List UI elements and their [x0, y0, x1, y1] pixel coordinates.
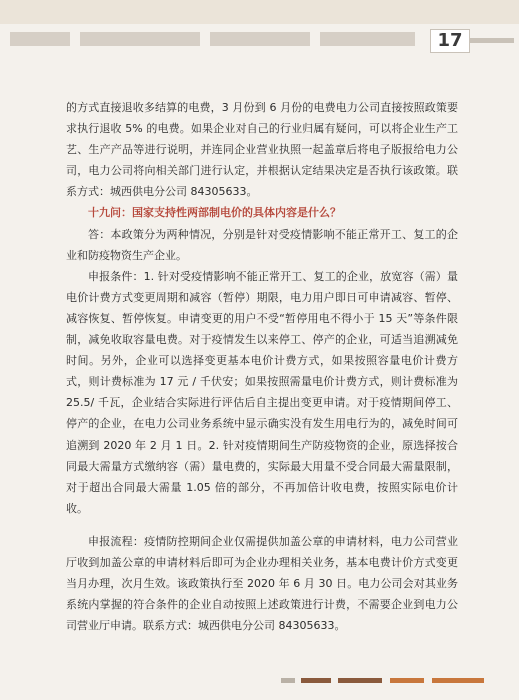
- application-conditions: 申报条件：1. 针对受疫情影响不能正常开工、复工的企业，放宽容（需）量电价计费方式变更周期和减容（暂停）期限，电力用户即日可申请减容、暂停、减容恢复、暂停恢复。申请变更的用户不受“暂停用电不得小于 15 天”等条件限制，减免收取容量电费。对于疫情发生以来停工、停产的企业，可适当追溯减免时间。另外，企业可以选择变更基本电价计费方式，如果按照容量电价计费方式，则计费标准为 17 元 / 千伏安；如果按照需量电价计费方式，则计费标准为 25.5/ 千瓦，企业结合实际进行评估后自主提出变更申请。对于疫情期间停工、停产的企业，在电力公司业务系统中显示确实没有发生用电行为的，减免时间可追溯到 2020 年 2 月 1 日。2. 针对疫情期间生产防疫物资的企业，原选择按合同最大需量方式缴纳容（需）量电费的，实际最大用量不受合同最大需量限制，对于超出合同最大需量 1.05 倍的部分，不再加倍计收电费，按照实际电价计收。: [66, 269, 458, 515]
- question-heading: 十九问：国家支持性两部制电价的具体内容是什么？: [88, 206, 341, 220]
- header-decoration: [10, 32, 420, 46]
- page-body: [66, 97, 458, 636]
- header-accent-bar: [470, 38, 514, 43]
- page-number: 17: [430, 29, 470, 53]
- header-band: [0, 0, 519, 24]
- footer-decoration: [0, 678, 519, 684]
- answer-paragraph: 答：本政策分为两种情况，分别是针对受疫情影响不能正常开工、复工的企业和防疫物资生产企业。: [66, 227, 458, 262]
- paragraph-continuation: 的方式直接退收多结算的电费，3 月份到 6 月份的电费电力公司直接按照政策要求执行退收 5% 的电费。如果企业对自己的行业归属有疑问，可以将企业生产工艺、生产产品等进行说明，并连同企业营业执照一起盖章后将电子版报给电力公司，电力公司将向相关部门进行认定，并根据认定结果决定是否执行该政策。联系方式：城西供电分公司 84305633。: [66, 101, 458, 199]
- application-process: 申报流程：疫情防控期间企业仅需提供加盖公章的申请材料，电力公司营业厅收到加盖公章的申请材料后即可为企业办理相关业务，基本电费计价方式变更当月办理，次月生效。该政策执行至 2020 年 6 月 30 日。电力公司会对其业务系统内掌握的符合条件的企业自动按照上述政策进行计费，不需要企业到电力公司营业厅申请。联系方式：城西供电分公司 84305633。: [66, 534, 458, 633]
